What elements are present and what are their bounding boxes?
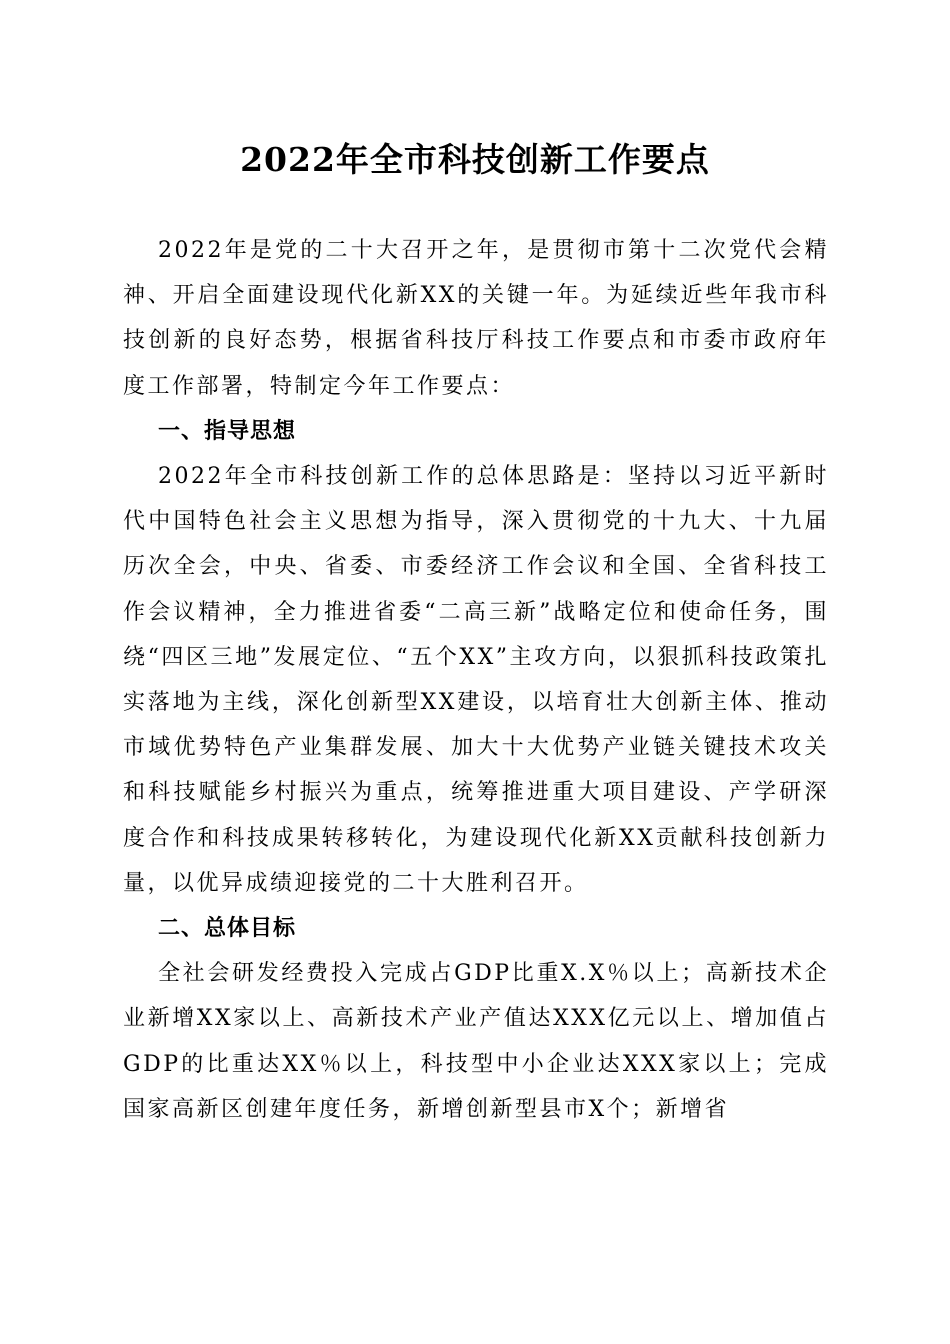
document-title: 2022年全市科技创新工作要点 — [240, 140, 710, 179]
section-heading-guiding-ideology: 一、指导思想 — [158, 418, 297, 444]
intro-paragraph: 2022年是党的二十大召开之年，是贯彻市第十二次党代会精神、开启全面建设现代化新XX的关键一年。为延续近些年我市科技创新的良好态势，根据省科技厅科技工作要点和市委市政府年度工作部署，特制定今年工作要点： — [123, 238, 829, 399]
document-body — [123, 228, 829, 1132]
section-paragraph-guiding-ideology: 2022年全市科技创新工作的总体思路是：坚持以习近平新时代中国特色社会主义思想为指导，深入贯彻党的十九大、十九届历次全会，中央、省委、市委经济工作会议和全国、全省科技工作会议精神，全力推进省委“二高三新”战略定位和使命任务，围绕“四区三地”发展定位、“五个XX”主攻方向，以狠抓科技政策扎实落地为主线，深化创新型XX建设，以培育壮大创新主体、推动市域优势特色产业集群发展、加大十大优势产业链关键技术攻关和科技赋能乡村振兴为重点，统筹推进重大项目建设、产学研深度合作和科技成果转移转化，为建设现代化新XX贡献科技创新力量，以优异成绩迎接党的二十大胜利召开。 — [123, 464, 829, 896]
section-paragraph-overall-goals: 全社会研发经费投入完成占GDP比重X.X％以上；高新技术企业新增XX家以上、高新技术产业产值达XXX亿元以上、增加值占GDP的比重达XX％以上，科技型中小企业达XXX家以上；完成国家高新区创建年度任务，新增创新型县市X个；新增省 — [123, 961, 829, 1122]
section-heading-overall-goals: 二、总体目标 — [158, 916, 297, 942]
